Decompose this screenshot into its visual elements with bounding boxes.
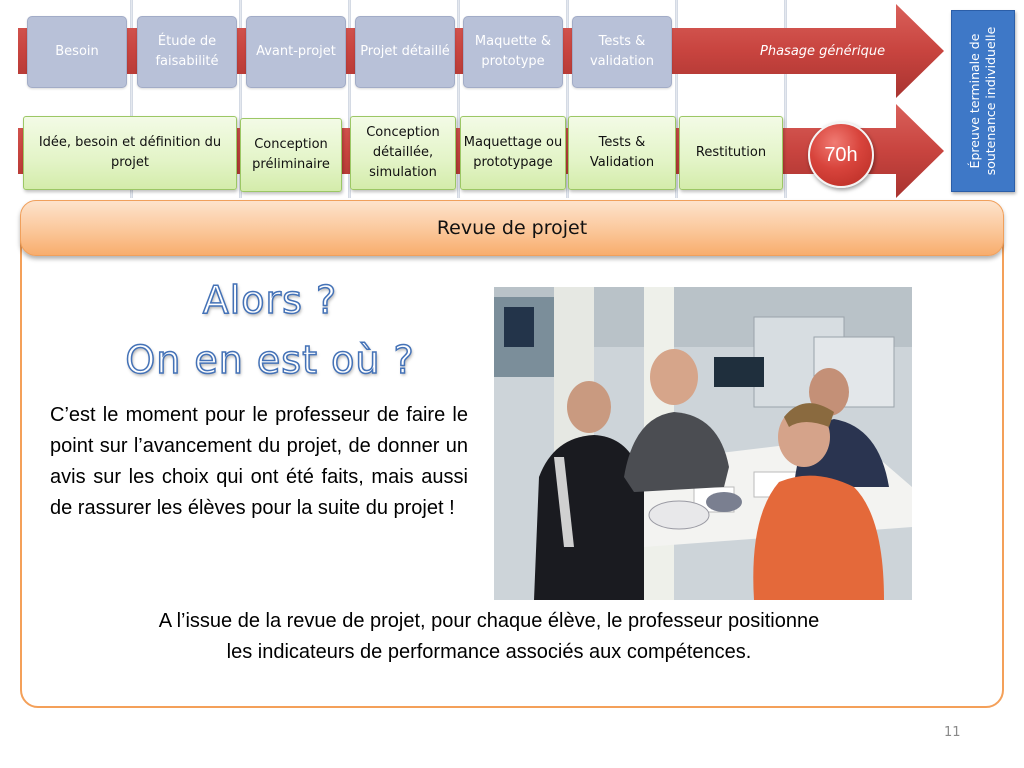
epreuve-box: [951, 10, 1015, 192]
top-arrow-label: Phasage générique: [760, 44, 886, 59]
phase-maquette-prototype: Maquette & prototype: [463, 16, 563, 88]
page-number: 11: [944, 725, 961, 740]
revue-title: Revue de projet: [20, 200, 1004, 256]
conclusion-text: A l’issue de la revue de projet, pour chaque élève, le professeur positionne les indicateurs de performance associés aux compétences.: [158, 610, 820, 663]
body-paragraph: C’est le moment pour le professeur de faire le point sur l’avancement du projet, de donner un avis sur les choix qui ont été faits, mais aussi de rassurer les élèves pour la suite du projet !: [50, 404, 468, 519]
classroom-photo: [494, 287, 912, 600]
phase-projet-detaille: Projet détaillé: [355, 16, 455, 88]
step-idee-besoin: Idée, besoin et définition du projet: [23, 116, 237, 190]
step-restitution: Restitution: [679, 116, 783, 190]
hours-badge: 70h: [808, 122, 874, 188]
question-line-2: On en est où ?: [125, 338, 415, 382]
phase-tests-validation: Tests & validation: [572, 16, 672, 88]
phase-etude-faisabilite: Étude de faisabilité: [137, 16, 237, 88]
phase-avant-projet: Avant-projet: [246, 16, 346, 88]
epreuve-label: Épreuve terminale de soutenance individuelle: [967, 26, 998, 176]
step-tests-validation: Tests & Validation: [568, 116, 676, 190]
question-line-1: Alors ?: [202, 278, 338, 322]
step-maquettage: Maquettage ou prototypage: [460, 116, 566, 190]
step-conception-preliminaire: Conception préliminaire: [240, 118, 342, 192]
step-conception-detaillee: Conception détaillée, simulation: [350, 116, 456, 190]
phase-besoin: Besoin: [27, 16, 127, 88]
